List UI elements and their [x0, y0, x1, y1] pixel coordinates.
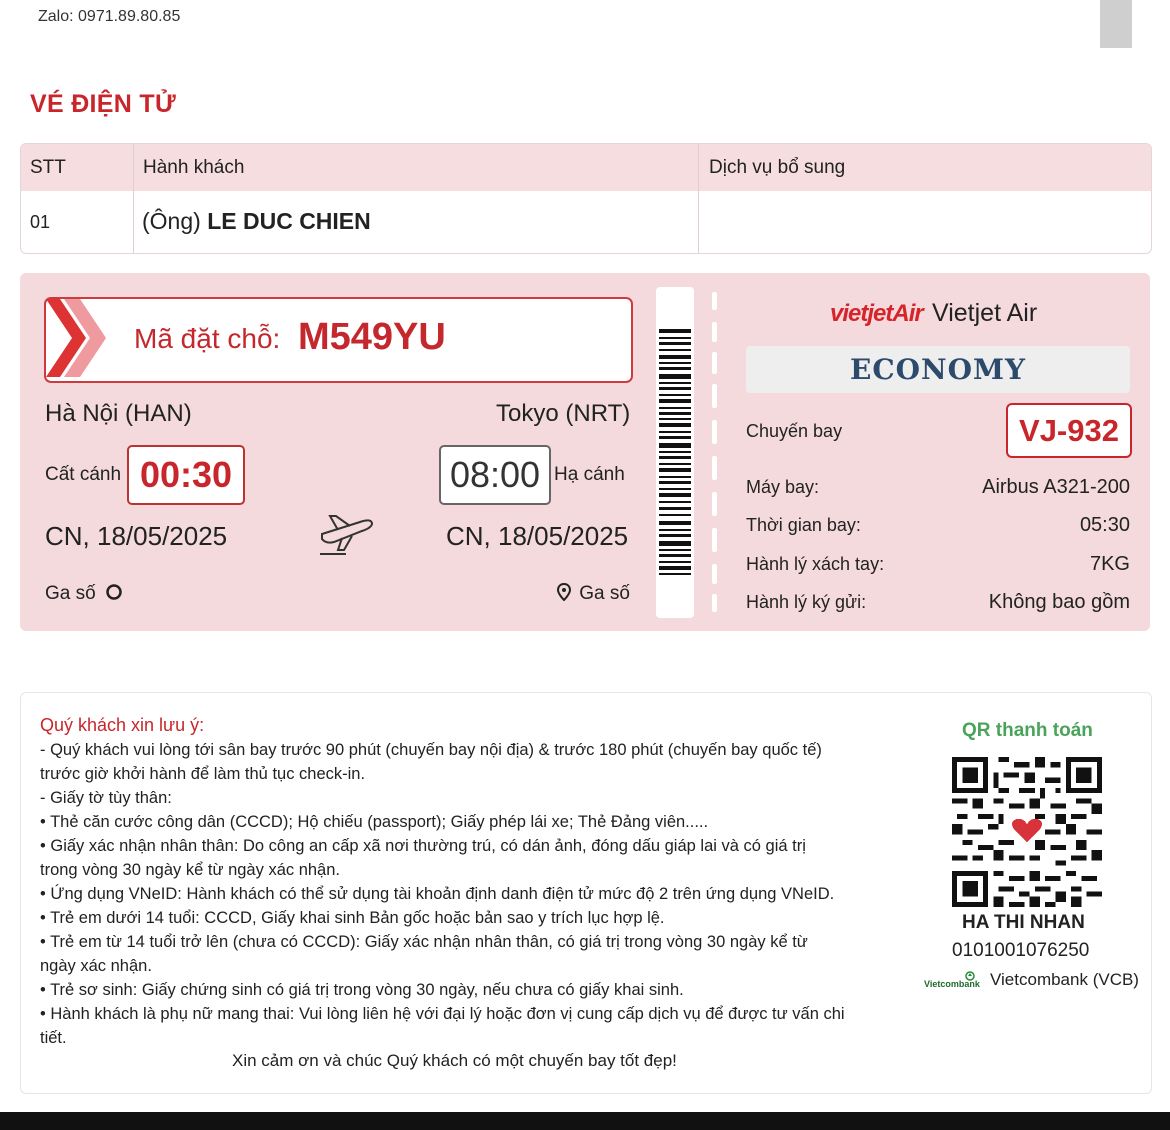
aircraft-value: Airbus A321-200	[982, 476, 1130, 498]
departure-date: CN, 18/05/2025	[45, 521, 228, 551]
note-line: tiết.	[40, 1029, 67, 1047]
destination-city: Tokyo (NRT)	[496, 400, 631, 427]
note-line: • Trẻ sơ sinh: Giấy chứng sinh có giá trị trong vòng 30 ngày, nếu chưa có giấy khai sinh.	[40, 981, 684, 999]
note-line: • Thẻ căn cước công dân (CCCD); Hộ chiếu (passport); Giấy phép lái xe; Thẻ Đảng viên.....	[40, 813, 709, 831]
departure-gate	[45, 583, 123, 605]
duration-value: 05:30	[1079, 514, 1130, 536]
perforation	[712, 564, 717, 584]
cabin-class-banner: ECONOMY	[746, 346, 1130, 393]
arrival-gate	[557, 583, 630, 605]
circle-icon	[105, 583, 123, 601]
carry-on-value: 7KG	[1089, 553, 1130, 575]
duration-label: Thời gian bay:	[746, 515, 861, 535]
table-row	[142, 208, 371, 235]
note-line: • Hành khách là phụ nữ mang thai: Vui lòng liên hệ với đại lý hoặc đơn vị cung cấp dịch vụ để được tư vấn chi	[40, 1005, 845, 1023]
column-header-stt: STT	[30, 157, 66, 178]
perforation	[712, 384, 717, 408]
arrival-time: 08:00	[439, 445, 551, 505]
airline-name: Vietjet Air	[932, 299, 1038, 327]
airplane-icon	[316, 512, 376, 558]
perforation	[712, 456, 717, 480]
note-line: - Quý khách vui lòng tới sân bay trước 90 phút (chuyến bay nội địa) & trước 180 phút (chuyến bay quốc tế)	[40, 741, 822, 759]
note-line: • Ứng dụng VNeID: Hành khách có thể sử dụng tài khoản định danh điện tử mức độ 2 trên ứng dụng VNeID.	[40, 885, 835, 903]
location-pin-icon	[557, 583, 571, 601]
column-header-passenger: Hành khách	[143, 157, 245, 178]
perforation	[712, 492, 717, 516]
vietcombank-logo	[924, 970, 984, 992]
bottom-bar	[0, 1112, 1170, 1130]
note-line: • Trẻ em từ 14 tuổi trở lên (chưa có CCCD): Giấy xác nhận nhân thân, có giá trị trong vòng 30 ngày kể từ	[40, 933, 808, 951]
notes-title: Quý khách xin lưu ý:	[40, 715, 205, 735]
vietcombank-logo-text: Vietcombank	[924, 979, 980, 989]
page-title: VÉ ĐIỆN TỬ	[30, 90, 176, 118]
booking-code: M549YU	[298, 316, 446, 358]
arrival-gate-label: Ga số	[579, 583, 630, 604]
passenger-name: LE DUC CHIEN	[207, 208, 371, 234]
note-line: trong vòng 30 ngày kể từ ngày xác nhận.	[40, 861, 340, 879]
carry-on-label: Hành lý xách tay:	[746, 554, 885, 574]
arrival-label: Hạ cánh	[554, 464, 625, 485]
notes-list	[40, 738, 890, 1050]
passenger-title: (Ông)	[142, 208, 201, 234]
booking-code-label: Mã đặt chỗ:	[134, 323, 281, 354]
perforation	[712, 420, 717, 444]
perforation	[712, 528, 717, 552]
checked-baggage-value: Không bao gồm	[988, 591, 1130, 613]
vietjet-logo: vietjetAir	[830, 300, 923, 327]
account-number: 0101001076250	[952, 940, 1090, 961]
note-line: trước giờ khởi hành để làm thủ tục check-in.	[40, 765, 366, 783]
chevron-arrow-icon	[46, 299, 106, 377]
image-placeholder	[1100, 0, 1132, 48]
qr-title: QR thanh toán	[962, 720, 1093, 741]
perforation	[712, 322, 717, 342]
perforation	[712, 594, 717, 612]
thank-you-message: Xin cảm ơn và chúc Quý khách có một chuyến bay tốt đẹp!	[232, 1051, 677, 1070]
qr-code-icon	[952, 757, 1102, 907]
column-divider	[133, 144, 134, 253]
barcode-stub	[656, 287, 694, 618]
zalo-contact: Zalo: 0971.89.80.85	[38, 8, 181, 25]
arrival-date: CN, 18/05/2025	[446, 521, 629, 551]
flight-label: Chuyến bay	[746, 421, 843, 441]
bank-name: Vietcombank (VCB)	[990, 970, 1139, 989]
perforation	[712, 352, 717, 374]
column-divider	[698, 144, 699, 253]
note-line: ngày xác nhận.	[40, 957, 152, 975]
aircraft-label: Máy bay:	[746, 477, 820, 497]
barcode-icon	[656, 287, 694, 618]
note-line: - Giấy tờ tùy thân:	[40, 789, 172, 807]
column-header-services: Dịch vụ bổ sung	[709, 157, 846, 178]
origin-city: Hà Nội (HAN)	[45, 400, 192, 427]
departure-time: 00:30	[127, 445, 245, 505]
account-name: HA THI NHAN	[962, 912, 1085, 933]
perforation	[712, 292, 717, 310]
row-stt: 01	[30, 212, 51, 232]
passenger-table	[20, 143, 1152, 254]
flight-number: VJ-932	[1006, 403, 1132, 458]
departure-label: Cất cánh	[45, 464, 122, 485]
note-line: • Trẻ em dưới 14 tuổi: CCCD, Giấy khai sinh Bản gốc hoặc bản sao y trích lục hợp lệ.	[40, 909, 665, 927]
note-line: • Giấy xác nhận nhân thân: Do công an cấp xã nơi thường trú, có dán ảnh, đóng dấu giáp lai và có giá trị	[40, 837, 806, 855]
departure-gate-label: Ga số	[45, 583, 96, 604]
checked-baggage-label: Hành lý ký gửi:	[746, 592, 867, 612]
